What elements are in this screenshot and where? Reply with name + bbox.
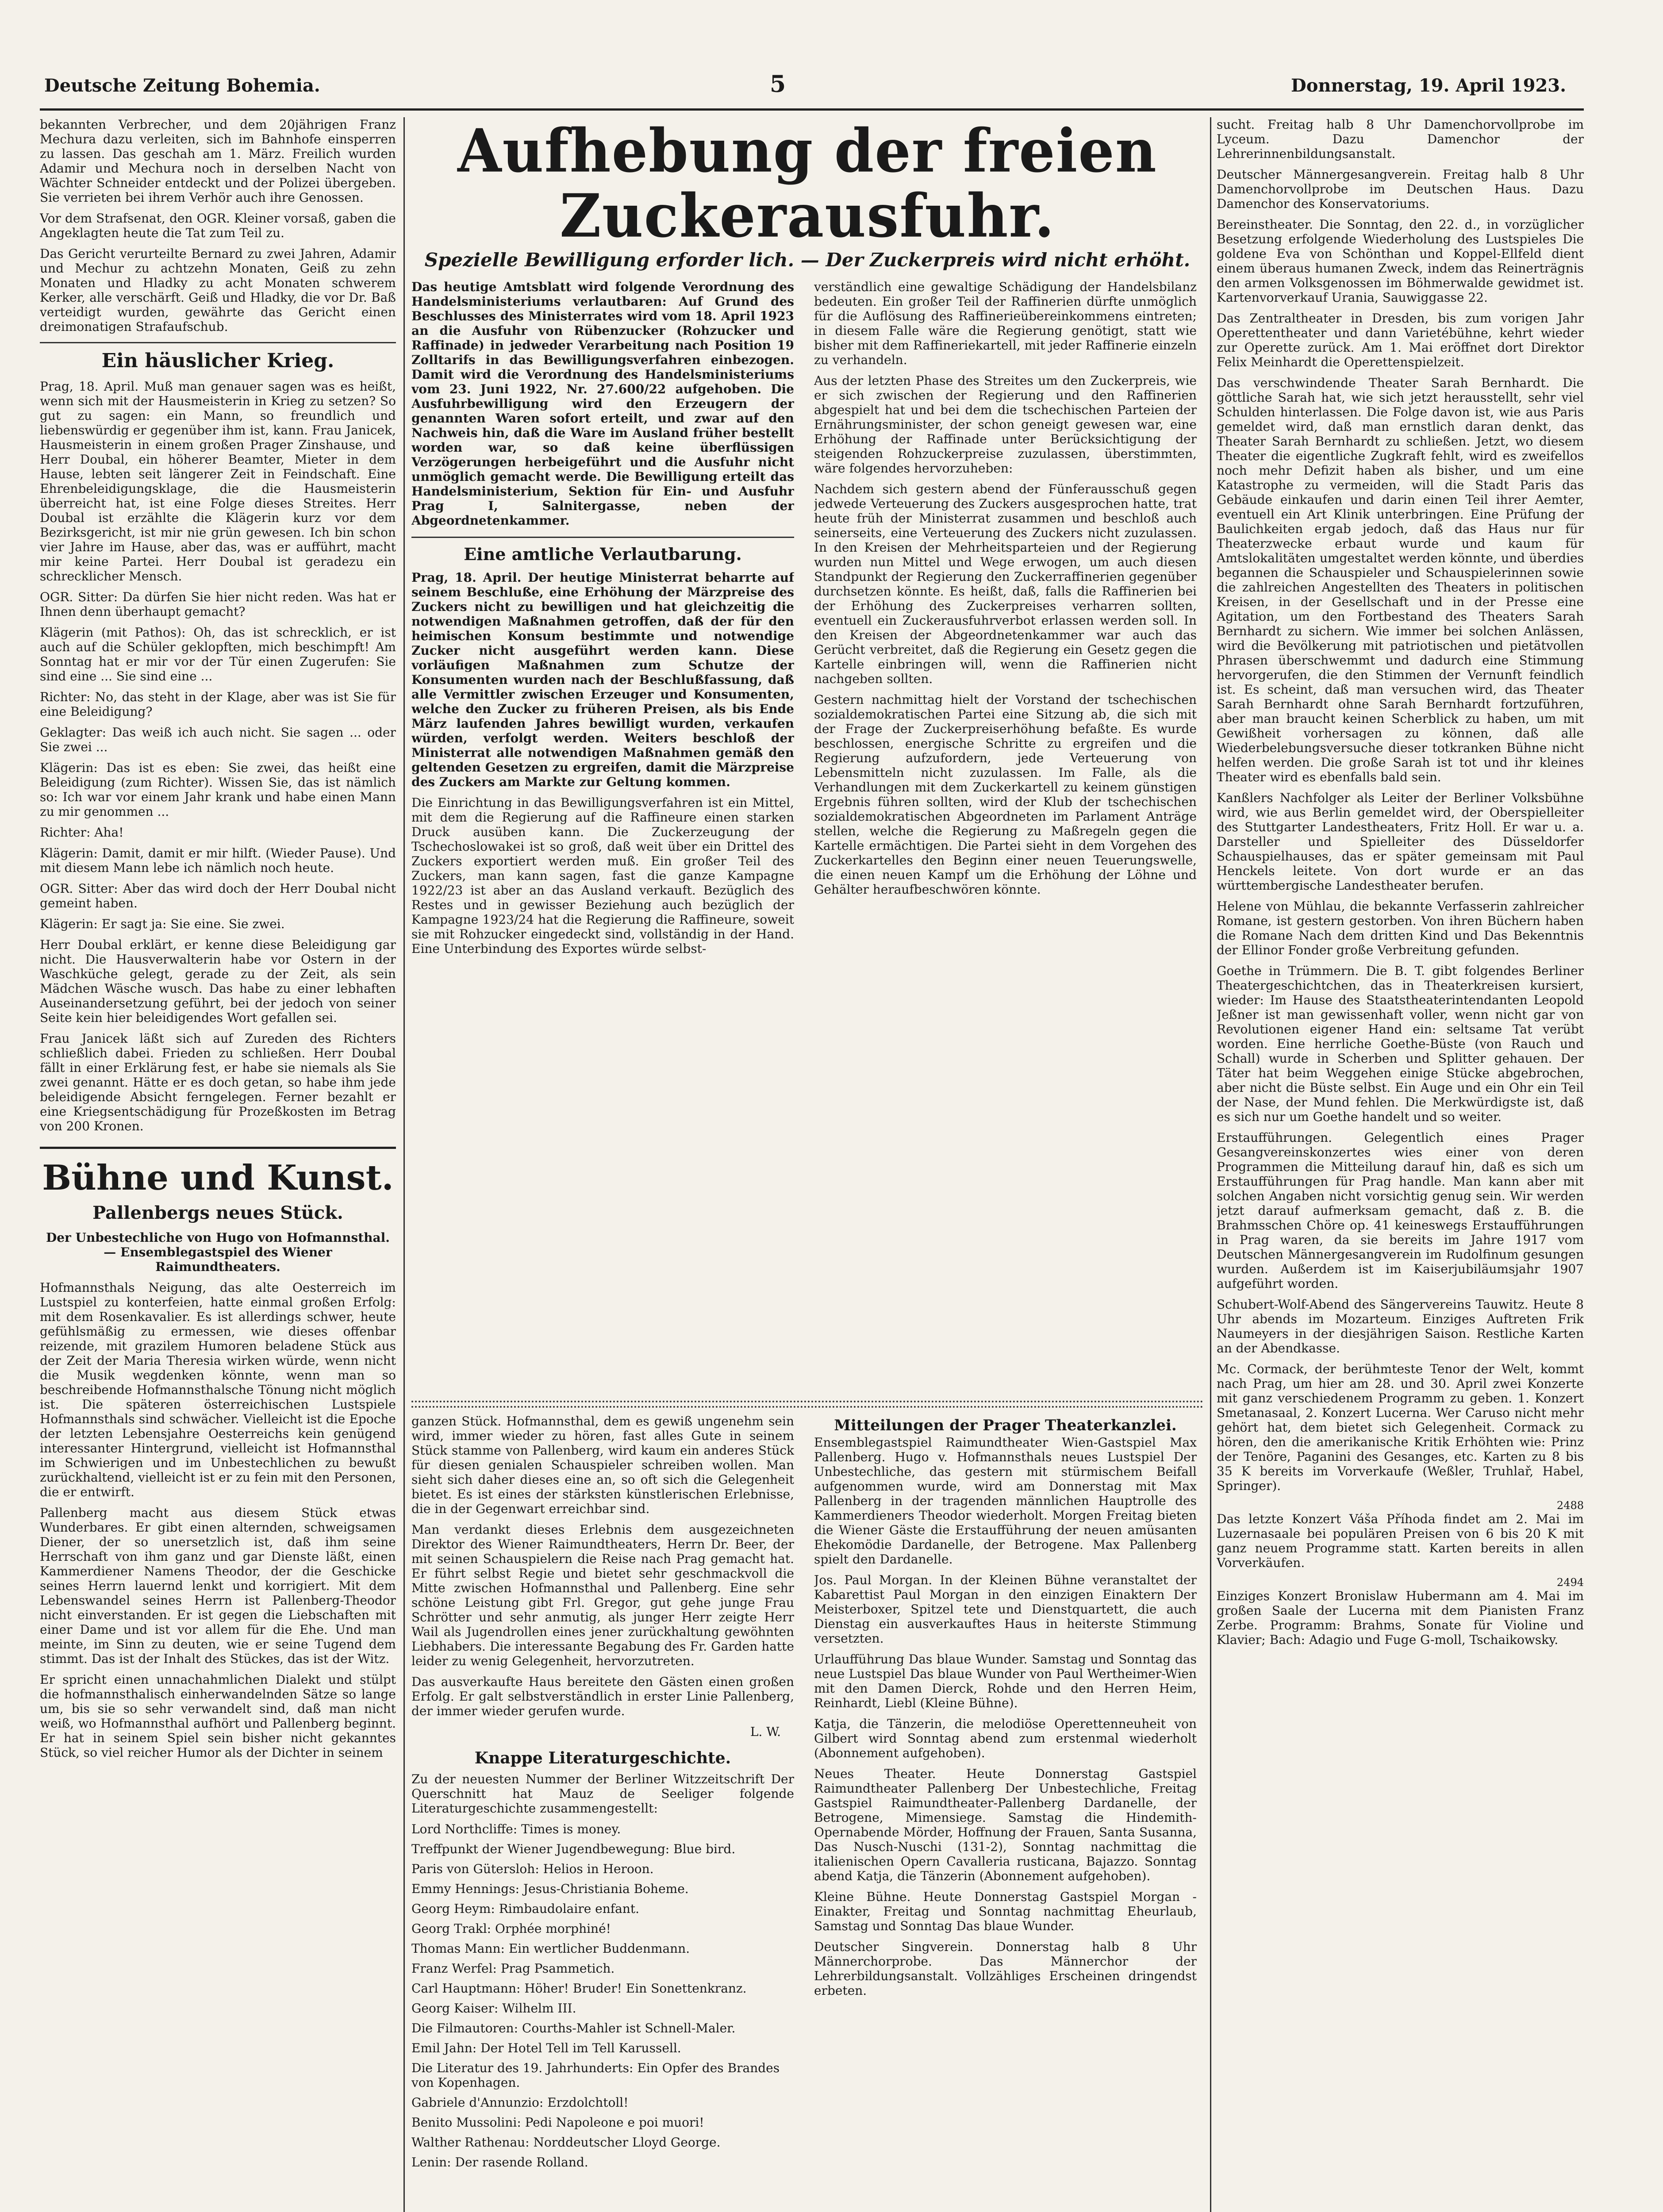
review-paragraph: Man verdankt dieses Erlebnis dem ausgezeichneten Direktor des Wiener Raimundtheaters, Herrn Dr. Beer, der mit seinen Schauspielern die Reise nach Prag gemacht hat. Er führt selbst Regie und bietet sehr geschmackvoll die Mitte zwischen Hofmannsthal und Pallenberg. Eine sehr schöne Leistung gibt Frl. Gregor, gut gehe junge Frau Schrötter und sehr anmutig, als junger Herr zeigte Herr Wail als Jugendrollen eines jener zurückhaltung gewöhnten Liebhabers. Die interessante Begabung des Fr. Garden hatte leider zu wenig Gelegenheit, hervorzutreten. — [411, 1522, 794, 1668]
column-center — [411, 117, 1203, 2212]
notice-paragraph: Helene von Mühlau, die bekannte Verfasserin zahlreicher Romane, ist gestern gestorben. Von ihren Büchern haben die Romane Nach dem dritten Kind und Das Bekenntnis der Ellinor Fonder große Verbreitung gefunden. — [1217, 899, 1584, 957]
article-subheading: Eine amtliche Verlautbarung. — [411, 537, 794, 564]
review-paragraph: ganzen Stück. Hofmannsthal, dem es gewiß ungenehm sein wird, immer wieder zu hören, fast alles Gute in seinem Stück stamme von Pallenberg, wird kaum ein anderes Stück für diesen genialen Schauspieler schreiben wollen. Man sieht sich daher dieses eine an, so oft sich die Gelegenheit bietet. Es ist eines der stärksten künstlerischen Erlebnisse, die in der Gegenwart erreichbar sind. — [411, 1414, 794, 1516]
list-item: Benito Mussolini: Pedi Napoleone e poi muori! — [411, 2115, 704, 2130]
notice-paragraph: sucht. Freitag halb 8 Uhr Damenchorvollprobe im Lyceum. Dazu Damenchor der Lehrerinnenbildungsanstalt. — [1217, 117, 1584, 161]
list-item: Lenin: Der rasende Rolland. — [411, 2155, 588, 2170]
notice-paragraph: Mc. Cormack, der berühmteste Tenor der Welt, kommt nach Prag, um hier am 28. und 30. April zwei Konzerte mit ganz verschiedenem Programm zu geben. 1. Konzert Smetanasaal, 2. Konzert Lucerna. Wer Caruso nicht mehr gehört hat, dem bietet sich Gelegenheit. Cormack zu hören, den die amerikanische Kritik Erhöhten wie: Prinz der Tenöre, Paganini des Gesanges, etc. Karten zu 8 bis 35 K bereits im Vorverkaufe (Weßler, Truhlař, Habel, Springer). — [1217, 1362, 1584, 1493]
article-paragraph: Prag, 18. April. Der heutige Ministerrat beharrte auf seinem Beschluße, eine Erhöhung der Märzpreise des Zuckers nicht zu bewilligen und hat gleichzeitig die notwendigen Maßnahmen getroffen, daß der für den heimischen Konsum bestimmte und notwendige Zucker nicht ausgeführt werden kann. Diese vorläufigen Maßnahmen zum Schutze der Konsumenten wurden nach der Beschlußfassung, daß alle Vermittler zwischen Erzeuger und Konsumenten, welche den Zucker zu früheren Preisen, als bis Ende März laufenden Jahres bewilligt wurden, verkaufen würden, verfolgt werden. Weiters beschloß der Ministerrat alle notwendigen Maßnahmen gemäß den geltenden Gesetzen zu ergreifen, damit die Märzpreise des Zuckers am Markte zur Geltung kommen. — [411, 570, 794, 789]
notice-paragraph: Ensemblegastspiel Raimundtheater Wien-Gastspiel Max Pallenberg. Hugo v. Hofmannsthals neues Lustspiel Der Unbestechliche, das gestern mit stürmischem Beifall aufgenommen wurde, wird am Donnerstag mit Max Pallenberg in der tragenden männlichen Hauptrolle des Kammerdieners Theodor wiederholt. Morgen Freitag bieten die Wiener Gäste die Erstaufführung der neuen amüsanten Ehekomödie Dardanelle, der Betrogene. Max Pallenberg spielt den Dardanelle. — [814, 1435, 1197, 1567]
article-paragraph: Richter: No, das steht in der Klage, aber was ist Sie für eine Beleidigung? — [40, 690, 396, 719]
notice-paragraph: Schubert-Wolf-Abend des Sängervereins Tauwitz. Heute 8 Uhr abends im Mozarteum. Einziges Auftreten Frik Naumeyers in der diesjährigen Saison. Restliche Karten an der Abendkasse. — [1217, 1297, 1584, 1356]
article-paragraph: OGR. Sitter: Da dürfen Sie hier nicht reden. Was hat er Ihnen denn überhaupt gemacht? — [40, 590, 396, 619]
notice-paragraph: Deutscher Singverein. Donnerstag halb 8 Uhr Männerchorprobe. Das Männerchor der Lehrerbildungsanstalt. Vollzähliges Erscheinen dringendst erbeten. — [814, 1939, 1197, 1998]
list-item: Walther Rathenau: Norddeutscher Lloyd George. — [411, 2135, 721, 2150]
headline-subtitle: Spezielle Bewilligung erforder lich. — Der Zuckerpreis wird nicht erhöht. — [424, 249, 1191, 271]
notice-paragraph: Urlaufführung Das blaue Wunder. Samstag und Sonntag das neue Lustspiel Das blaue Wunder von Paul Wertheimer-Wien mit den Damen Dierck, Rohde und den Herren Heim, Reinhardt, Liebl (Kleine Bühne). — [814, 1652, 1197, 1710]
article-paragraph: Klägerin: Damit, damit er mir hilft. (Wieder Pause). Und mit diesem Mann lebe ich nämlich noch heute. — [40, 846, 396, 875]
section-title: Bühne und Kunst. — [40, 1147, 396, 1198]
list-item: Thomas Mann: Ein wertlicher Buddenmann. — [411, 1941, 690, 1956]
article-paragraph: OGR. Sitter: Aber das wird doch der Herr Doubal nicht gemeint haben. — [40, 881, 396, 910]
article-title: Ein häuslicher Krieg. — [40, 342, 396, 372]
review-subheading: Der Unbestechliche von Hugo von Hofmannsthal. — Ensemblegastspiel des Wiener Raimundtheaters. — [46, 1230, 390, 1274]
notice-paragraph: Katja, die Tänzerin, die melodiöse Operettenneuheit von Gilbert wird Sonntag abend zum erstenmal wiederholt (Abonnement aufgehoben). — [814, 1717, 1197, 1760]
list-item: Paris von Gütersloh: Helios in Heroon. — [411, 1862, 654, 1876]
column-rule-2 — [1210, 117, 1211, 2212]
headline: Aufhebung der freien Zuckerausfuhr. — [457, 117, 1157, 251]
ad-number: 2494 — [1556, 1576, 1584, 1589]
notice-paragraph: Kanßlers Nachfolger als Leiter der Berliner Volksbühne wird, wie aus Berlin gemeldet wird, der Oberspielleiter des Stuttgarter Landestheaters, Fritz Holl. Er war u. a. Darsteller und Spielleiter des Düsseldorfer Schauspielhauses, das er später gemeinsam mit Paul Henckels leitete. Von dort wurde er an das württembergische Landestheater berufen. — [1217, 791, 1584, 893]
headline-article-right — [814, 280, 1197, 1394]
column-rule-1 — [403, 117, 405, 2212]
newspaper-page — [40, 66, 1584, 2212]
intro-paragraph: bekannten Verbrecher, und dem 20jährigen Franz Mechura dazu verleiten, sich im Bahnhofe einsperren zu lassen. Das geschah am 1. März. Freilich wurden Adamir und Mechura noch in derselben Nacht von Wächter Schneider entdeckt und der Polizei übergeben. Sie verrieten bei ihrem Verhör auch ihre Genossen. — [40, 117, 396, 205]
column-left — [40, 117, 396, 2212]
article-paragraph: Richter: Aha! — [40, 825, 124, 840]
list-item: Franz Werfel: Prag Psammetich. — [411, 1961, 615, 1976]
newspaper-name: Deutsche Zeitung Bohemia. — [44, 75, 320, 96]
article-paragraph: Aus der letzten Phase des Streites um den Zuckerpreis, wie er sich zwischen der Regierung und den Raffinerien abgespielt hat und bei dem die tschechischen Parteien der Ernährungsminister, der schon geneigt gewesen war, eine Erhöhung der Raffinade unter Berücksichtigung der steigenden Rohzuckerpreise zuzulassen, überstimmten, wäre folgendes hervorzuheben: — [814, 373, 1197, 476]
list-item: Die Filmautoren: Courths-Mahler ist Schnell-Maler. — [411, 2021, 736, 2035]
list-item: Georg Kaiser: Wilhelm III. — [411, 2001, 576, 2016]
article-paragraph: Gestern nachmittag hielt der Vorstand der tschechischen sozialdemokratischen Partei eine Sitzung ab, die sich mit der Frage der Zuckerpreiserhöhung befaßte. Es wurde beschlossen, energische Schritte zu ergreifen und die Regierung aufzufordern, jede Verteuerung von Lebensmitteln nicht zuzulassen. Im Falle, als die Verhandlungen mit dem Zuckerkartell zu keinem günstigen Ergebnis führen sollten, wird der Klub der tschechischen sozialdemokratischen Abgeordneten im Parlament Anträge stellen, welche die Regierung zu Maßregeln gegen die Kartelle ermächtigen. Die Partei sieht in dem Vorgehen des Zuckerkartelles den Beginn einer neuen Teuerungswelle, die einen neuen Kampf um die Erhöhung der Löhne und Gehälter heraufbeschwören könnte. — [814, 692, 1197, 897]
issue-date: Donnerstag, 19. April 1923. — [1291, 75, 1566, 96]
lower-right — [814, 1414, 1197, 2212]
column-right — [1217, 117, 1584, 2212]
article-paragraph: Klägerin: Er sagt ja: Sie eine. Sie zwei. — [40, 917, 285, 931]
list-item: Emil Jahn: Der Hotel Tell im Tell Karussell. — [411, 2041, 681, 2055]
section-subtitle: Pallenbergs neues Stück. — [92, 1202, 343, 1223]
notice-paragraph: Neues Theater. Heute Donnerstag Gastspiel Raimundtheater Pallenberg Der Unbestechliche, Freitag Gastspiel Raimundtheater-Pallenberg Dardanelle, der Betrogene, Mimensiege. Samstag die Hindemith-Opernabende Mörder, Hoffnung der Frauen, Santa Susanna, Das Nusch-Nuschi (131-2), Sonntag nachmittag die italienischen Opern Cavalleria rusticana, Bajazzo. Sonntag abend Katja, die Tänzerin (Abonnement aufgehoben). — [814, 1767, 1197, 1883]
page-number: 5 — [770, 71, 786, 98]
literature-list — [411, 1822, 794, 2170]
decree-text: Das heutige Amtsblatt wird folgende Verordnung des Handelsministeriums verlautbaren: Auf Grund des Beschlusses des Ministerrates wird vom 18. April 1923 an die Ausfuhr von Rübenzucker (Rohzucker und Raffinade) in jedweder Verarbeitung nach Position 19 Zolltarifs in das Bewilligungsverfahren einbezogen. Damit wird die Verordnung des Handelsministeriums vom 23. Juni 1922, Nr. 27.600/22 aufgehoben. Die Ausfuhrbewilligung wird den Erzeugern der genannten Waren sofort erteilt, und zwar auf den Nachweis hin, daß die Ware im Ausland früher bestellt worden war, so daß keine überflüssigen Verzögerungen herbeigeführt und die Ausfuhr nicht unmöglich gemacht werde. Die Bewilligung erteilt das Handelsministerium, Sektion für Ein- und Ausfuhr Prag I, Salnitergasse, neben der Abgeordnetenkammer. — [411, 280, 794, 528]
section-divider — [411, 1401, 1203, 1408]
article-paragraph: Klägerin: Das ist es eben: Sie zwei, das heißt eine Beleidigung (zum Richter). Wissen Sie, das ist nämlich so: Ich war vor einem Jahr krank und habe einen Mann zu mir genommen ... — [40, 760, 396, 819]
list-item: Die Literatur des 19. Jahrhunderts: Ein Opfer des Brandes von Kopenhagen. — [411, 2061, 780, 2090]
list-item: Treffpunkt der Wiener Jugendbewegung: Blue bird. — [411, 1842, 736, 1856]
review-paragraph: Pallenberg macht aus diesem Stück etwas Wunderbares. Er gibt einen alternden, schweigsamen Diener, der so unersetzlich ist, daß ihm seine Herrschaft von ihm ganz und gar Dienste läßt, einen Kammerdiener Namens Theodor, der die Geschicke seines Herrn lauernd lenkt und korrigiert. Mit dem Lebenswandel seines Herrn ist Pallenberg-Theodor nicht einverstanden. Er ist gegen die Liebschaften mit einer Dame und ist vor allem für die Ehe. Und man meinte, im Sinn zu deuten, wie er seine Tugend dem stimmt. Das ist der Inhalt des Stückes, das ist der Witz. — [40, 1505, 396, 1666]
intro-paragraph: Vor dem Strafsenat, den OGR. Kleiner vorsaß, gaben die Angeklagten heute die Tat zum Teil zu. — [40, 211, 396, 240]
review-paragraph: Er spricht einen unnachahmlichen Dialekt und stülpt die hofmannsthalisch einherwandelnden Sätze so lange um, bis sie so sehr verwandelt sind, daß man nicht weiß, wo Hofmannsthal aufhört und Pallenberg beginnt. Er hat in seinem Spiel sein bisher nicht gekanntes Stück, so viel reicher Humor als der Dichter in seinem — [40, 1672, 396, 1760]
article-paragraph: Nachdem sich gestern abend der Fünferausschuß gegen jedwede Verteuerung des Zuckers ausgesprochen hatte, trat heute früh der Ministerrat zusammen und beschloß auch seinerseits, eine Verteuerung des Zuckers nicht zuzulassen. In den Kreisen der Mehrheitsparteien und der Regierung wurden nun Mittel und Wege erwogen, um auch diesen Standpunkt der Regierung den Zuckerraffinerien gegenüber durchsetzen könnte. Es heißt, daß, falls die Raffinerien bei der Erhöhung des Zuckerpreises verharren sollten, eventuell ein Zuckerausfuhrverbot erlassen werden soll. In den Kreisen der Abgeordnetenkammer war auch das Gerücht verbreitet, daß die Regierung ein Gesetz gegen die Kartelle einbringen will, wenn die Raffinerien nicht nachgeben sollten. — [814, 482, 1197, 686]
notice-paragraph: Jos. Paul Morgan. In der Kleinen Bühne veranstaltet der Kabarettist Paul Morgan in den einzigen Einaktern Der Meisterboxer, Spitzel tete und Dienstquartett, die auch Dienstag ein ausverkauftes Haus in heiterste Stimmung versetzten. — [814, 1573, 1197, 1646]
notice-paragraph: Goethe in Trümmern. Die B. T. gibt folgendes Berliner Theatergeschichtchen, das in Theaterkreisen kursiert, wieder: Im Hause des Staatstheaterintendanten Leopold Jeßner ist man gewissenhaft voller, wenn nicht gar von Revolutionen eigener Hand ein: seltsame Tat verübt worden. Eine herrliche Goethe-Büste (von Rauch und Schall) wurde in Scherben und Splitter gehauen. Der Täter hat beim Weggehen einige Stücke abgebrochen, aber nicht die Büste selbst. Ein Auge und ein Ohr ein Teil der Nase, der Mund fehlen. Die Merkwürdigste ist, daß es sich nur um Goethe handelt und so weiter. — [1217, 964, 1584, 1124]
ad-number: 2488 — [1556, 1499, 1584, 1512]
notice-paragraph: Kleine Bühne. Heute Donnerstag Gastspiel Morgan - Einakter, Freitag und Sonntag nachmittag Eheurlaub, Samstag und Sonntag Das blaue Wunder. — [814, 1889, 1197, 1933]
article-paragraph: verständlich eine gewaltige Schädigung der Handelsbilanz bedeuten. Ein großer Teil der Raffinerien dürfte unmöglich für die Auflösung des Raffinerieübereinkommens eintreten; in diesem Falle wäre die Regierung genötigt, statt wie bisher mit dem Raffineriekartell, mit jeder Raffinerie einzeln zu verhandeln. — [814, 280, 1197, 367]
article-paragraph: Die Einrichtung in das Bewilligungsverfahren ist ein Mittel, mit dem die Regierung auf die Raffineure einen starken Druck ausüben kann. Die Zuckerzeugung der Tschechoslowakei ist so groß, daß weit über ein Drittel des Zuckers exportiert werden muß. Ein großer Teil des Zuckers, man kann sagen, fast die ganze Kampagne 1922/23 ist aber an das Ausland verkauft. Bezüglich des Restes und in gewisser Beziehung auch bezüglich der Kampagne 1923/24 hat die Regierung die Raffineure, soweit sie mit Rohzucker eingedeckt sind, vollständig in der Hand. Eine Unterbindung des Exportes würde selbst- — [411, 795, 794, 956]
article-title: Knappe Literaturgeschichte. — [474, 1749, 731, 1767]
list-item: Georg Heym: Rimbaudolaire enfant. — [411, 1901, 640, 1916]
notice-paragraph: Bereinstheater. Die Sonntag, den 22. d., in vorzüglicher Besetzung erfolgende Wiederholung des Lustspieles Die goldene Eva von Schönthan und Koppel-Ellfeld dient einem überaus humanen Zweck, indem das Reinerträgnis den armen Volksgenossen im Böhmerwalde gewidmet ist. Kartenvorverkauf Urania, Sauwiggasse 22. — [1217, 217, 1584, 305]
article-paragraph: Frau Janicek läßt sich auf Zureden des Richters schließlich dabei. Frieden zu schließen. Herr Doubal fällt in einer Erklärung fest, er habe sie niemals als Sie zwei genannt. Hätte er es doch getan, so habe ihm jede beleidigende Absicht ferngelegen. Ferner bezahlt er eine Kriegsentschädigung für Prozeßkosten im Betrag von 200 Kronen. — [40, 1031, 396, 1133]
list-item: Gabriele d'Annunzio: Erzdolchtoll! — [411, 2095, 629, 2110]
byline: L. W. — [750, 1724, 781, 1739]
list-item: Lord Northcliffe: Times is money. — [411, 1822, 621, 1836]
lower-left — [411, 1414, 794, 2212]
review-paragraph: Das ausverkaufte Haus bereitete den Gästen einen großen Erfolg. Er galt selbstverständlich in erster Linie Pallenberg, der immer wieder gerufen wurde. — [411, 1674, 794, 1718]
notice-paragraph: Das verschwindende Theater Sarah Bernhardt. Die göttliche Sarah hat, wie sich jetzt herausstellt, sehr viel Schulden hinterlassen. Die Folge davon ist, wie aus Paris gemeldet wird, daß man ernstlich daran denkt, das Theater Sarah Bernhardt zu schließen. Jetzt, wo diesem Theater die eigentliche Zugkraft fehlt, wird es zweifellos noch mehr Defizit haben als bisher, und um eine Katastrophe zu vermeiden, will die Stadt Paris das Gebäude einkaufen und darin einen Teil ihrer Aemter, eventuell ein Art Klinik unterbringen. Eine Prüfung der Baulichkeiten ergab jedoch, daß das Haus nur für Theaterzwecke erbaut wurde und kaum für Amtslokalitäten umgestaltet werden könnte, und überdies begannen die Schauspieler und Schauspielerinnen sowie die zahlreichen Angestellten des Theaters in politischen Kreisen, in der Gesellschaft und in der Presse eine Agitation, um den Fortbestand des Theaters Sarah Bernhardt zu sichern. Wie immer bei solchen Anlässen, wird die Bevölkerung mit patriotischen und pietätvollen Phrasen überschwemmt und dadurch eine Stimmung hervorgerufen, die den Stimmen der Vernunft feindlich ist. Es scheint, daß man versuchen wird, das Theater Sarah Bernhardt ohne Sarah Bernhardt fortzuführen, aber man braucht keinen Scherblick zu haben, um mit Gewißheit vorhersagen zu können, daß alle Wiederbelebungsversuche dieser totkranken Bühne nicht helfen werden. Die große Sarah ist tot und ihr kleines Theater wird es ebenfalls bald sein. — [1217, 376, 1584, 784]
article-paragraph: Klägerin (mit Pathos): Oh, das ist schrecklich, er ist auch auf die Schüler geklopften, mich beschimpft! Am Sonntag hat er mir vor der Tür einen Zugerufen: Sie sind eine ... Sie sind eine ... — [40, 625, 396, 684]
notice-paragraph: Deutscher Männergesangverein. Freitag halb 8 Uhr Damenchorvollprobe im Deutschen Haus. Dazu Damenchor des Konservatoriums. — [1217, 167, 1584, 211]
notice-paragraph: Das Zentraltheater in Dresden, bis zum vorigen Jahr Operettentheater und dann Varietébühne, kehrt wieder zur Operette zurück. Am 1. Mai eröffnet dort Direktor Felix Meinhardt die Operettenspielzeit. — [1217, 311, 1584, 369]
notice-paragraph: Einziges Konzert Bronislaw Hubermann am 4. Mai im großen Saale der Lucerna mit dem Pianisten Franz Zerbe. Programm: Brahms, Sonate für Violine und Klavier; Bach: Adagio und Fuge G-moll, Tschaikowsky. — [1217, 1589, 1584, 1647]
article-title: Mitteilungen der Prager Theaterkanzlei. — [834, 1417, 1177, 1434]
article-paragraph: Herr Doubal erklärt, er kenne diese Beleidigung gar nicht. Die Hausverwalterin habe vor Ostern in der Waschküche gelegt, gerade zu der Zeit, als sein Mädchen Wäsche wusch. Das habe zu einer lebhaften Auseinandersetzung geführt, bei der jedoch von seiner Seite kein hier beleidigendes Wort gefallen sei. — [40, 937, 396, 1025]
list-item: Georg Trakl: Orphée morphiné! — [411, 1921, 611, 1936]
article-paragraph: Prag, 18. April. Muß man genauer sagen was es heißt, wenn sich mit der Hausmeisterin in Krieg zu setzen? So gut zu sagen: ein Mann, so freundlich und liebenswürdig er gegenüber ihm ist, kann. Frau Janicek, Hausmeisterin in einem großen Prager Zinshause, und Herr Doubal, ein höherer Beamter, Mieter in dem Hause, lebten seit längerer Zeit in Feindschaft. Eine Ehrenbeleidigungsklage, die die Hausmeisterin überreicht hat, ist eine Folge dieses Streites. Herr Doubal ist erzählte die Klägerin kurz vor dem Bezirksgericht, ist mir nie grün gewesen. Ich bin schon vier Jahre im Hause, aber das, was er aufführt, macht mir keine Partei. Herr Doubal ist geradezu ein schrecklicher Mensch. — [40, 379, 396, 584]
notice-paragraph: Das letzte Konzert Váša Příhoda findet am 2. Mai im Luzernasaale bei populären Preisen von 6 bis 20 K mit ganz neuem Programme statt. Karten bereits in allen Vorverkäufen. — [1217, 1512, 1584, 1570]
intro-paragraph: Das Gericht verurteilte Bernard zu zwei Jahren, Adamir und Mechur zu achtzehn Monaten, Geiß zu zehn Monaten und Hladky zu acht Monaten schwerem Kerker, alle verschärft. Geiß und Hladky, die vor Dr. Baß verteidigt wurden, gewährte das Gericht einen dreimonatigen Strafaufschub. — [40, 246, 396, 334]
review-paragraph: Hofmannsthals Neigung, das alte Oesterreich im Lustspiel zu konterfeien, hatte einmal großen Erfolg: mit dem Rosenkavalier. Es ist allerdings schwer, heute gefühlsmäßig zu ermessen, wie dieses offenbar reizende, mit grazilem Humoren beladene Stück aus der Zeit der Maria Theresia wirken würde, wenn nicht die Musik wegdenken könnte, wenn man so beschreibende Hofmannsthalsche Tönung nicht möglich ist. Die späteren österreichischen Lustspiele Hofmannsthals sind schwächer. Vielleicht ist die Epoche der letzten Lebensjahre Oesterreichs kein genügend interessanter Hintergrund, vielleicht ist Hofmannsthal im Schwierigen und im Unbestechlichen zu bewußt zurückhaltend, vielleicht ist er zu fein mit den Personen, die er entwirft. — [40, 1280, 396, 1499]
masthead — [40, 66, 1584, 111]
list-item: Emmy Hennings: Jesus-Christiania Boheme. — [411, 1882, 689, 1896]
headline-article — [411, 280, 1203, 1394]
article-intro: Zu der neuesten Nummer der Berliner Witzzeitschrift Der Querschnitt hat Mauz de Seeliger folgende Literaturgeschichte zusammengestellt: — [411, 1772, 794, 1816]
notice-paragraph: Erstaufführungen. Gelegentlich eines Prager Gesangvereinskonzertes wies einer von deren Programmen die Mitteilung darauf hin, daß es sich um Erstaufführungen für Prag handle. Man kann aber mit solchen Angaben nicht vorsichtig genug sein. Wir werden jetzt darauf aufmerksam gemacht, daß z. B. die Brahmsschen Chöre op. 41 keineswegs Erstaufführungen in Prag waren, da sie bereits im Jahre 1917 vom Deutschen Männergesangverein im Rudolfinum gesungen wurden. Außerdem ist im Kaiserjubiläumsjahr 1907 aufgeführt worden. — [1217, 1130, 1584, 1291]
list-item: Carl Hauptmann: Höher! Bruder! Ein Sonettenkranz. — [411, 1981, 747, 1996]
headline-article-left — [411, 280, 794, 1394]
lower-section — [411, 1414, 1203, 2212]
article-paragraph: Geklagter: Das weiß ich auch nicht. Sie sagen ... oder Sie zwei ... — [40, 725, 396, 754]
